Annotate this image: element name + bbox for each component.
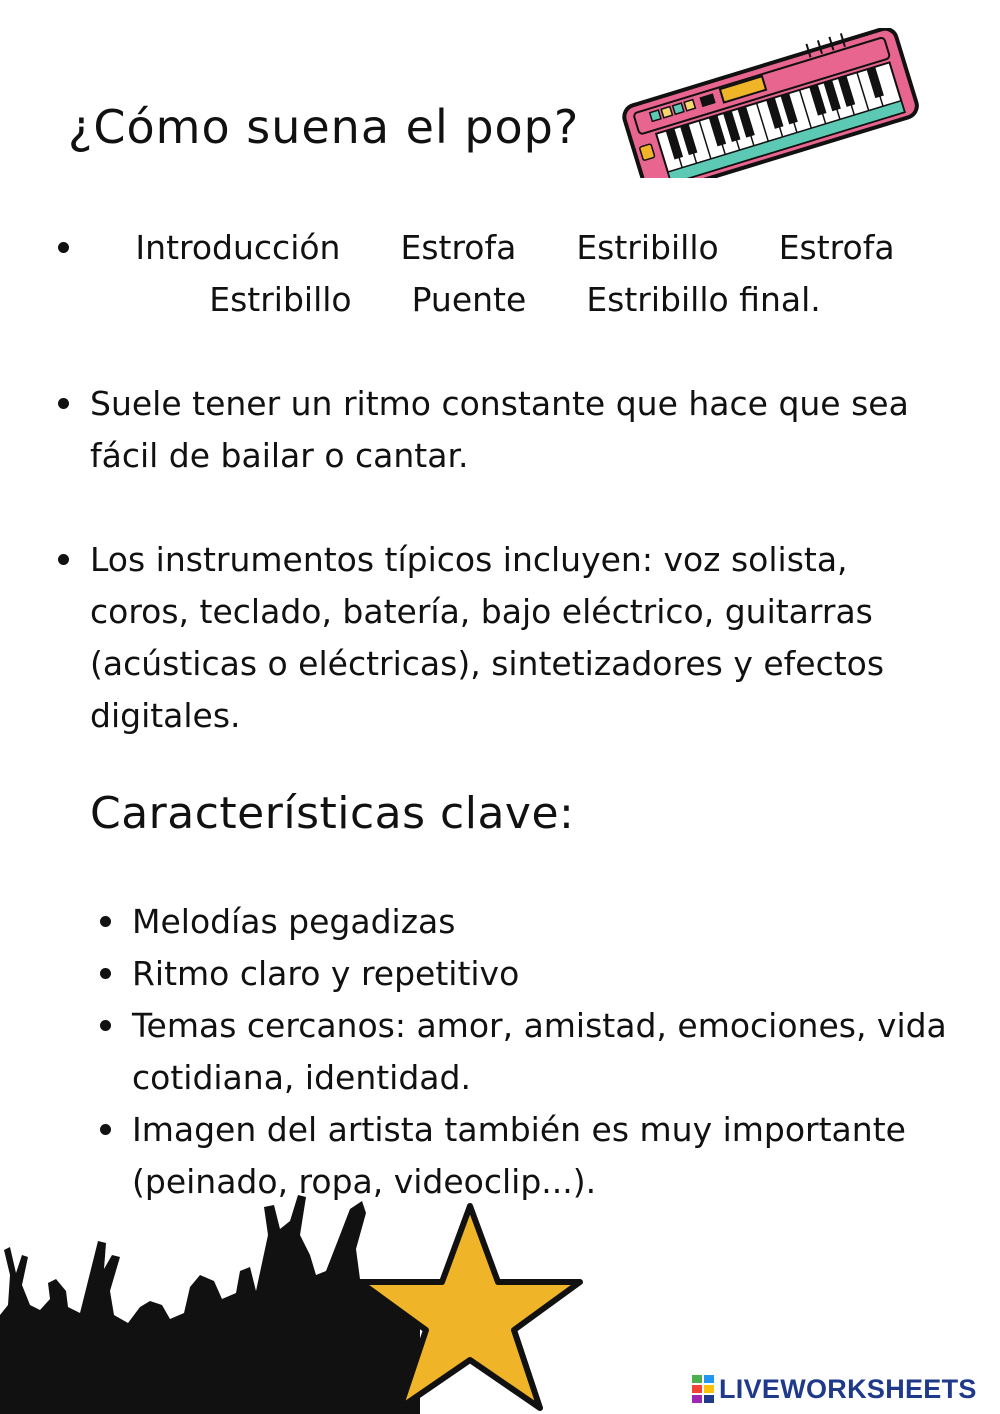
list-item: Imagen del artista también es muy importante (peinado, ropa, videoclip...). bbox=[132, 1104, 952, 1208]
structure-part: Estrofa bbox=[778, 228, 895, 267]
main-bullet-list bbox=[90, 222, 940, 794]
structure-part: Estribillo final. bbox=[586, 280, 821, 319]
key-features-list bbox=[132, 896, 952, 1208]
section-heading: Características clave: bbox=[90, 788, 575, 839]
list-item: Los instrumentos típicos incluyen: voz solista, coros, teclado, batería, bajo eléctrico, guitarras (acústicas o eléctricas), sintetizadores y efectos digitales. bbox=[90, 534, 940, 742]
structure-part: Introducción bbox=[135, 228, 341, 267]
star-icon bbox=[352, 1198, 588, 1414]
structure-part: Estrofa bbox=[400, 228, 517, 267]
brand-icon bbox=[692, 1375, 714, 1403]
structure-part: Puente bbox=[411, 280, 527, 319]
structure-part: Estribillo bbox=[209, 280, 352, 319]
page-title: ¿Cómo suena el pop? bbox=[68, 100, 580, 154]
brand-name: LIVEWORKSHEETS bbox=[719, 1373, 977, 1404]
brand-logo bbox=[692, 1373, 977, 1405]
list-item bbox=[90, 222, 940, 326]
list-item: Temas cercanos: amor, amistad, emociones, vida cotidiana, identidad. bbox=[132, 1000, 952, 1104]
list-item: Melodías pegadizas bbox=[132, 896, 952, 948]
keyboard-illustration bbox=[612, 28, 922, 178]
list-item: Suele tener un ritmo constante que hace que sea fácil de bailar o cantar. bbox=[90, 378, 940, 482]
song-structure bbox=[90, 222, 940, 326]
structure-part: Estribillo bbox=[576, 228, 719, 267]
list-item: Ritmo claro y repetitivo bbox=[132, 948, 952, 1000]
